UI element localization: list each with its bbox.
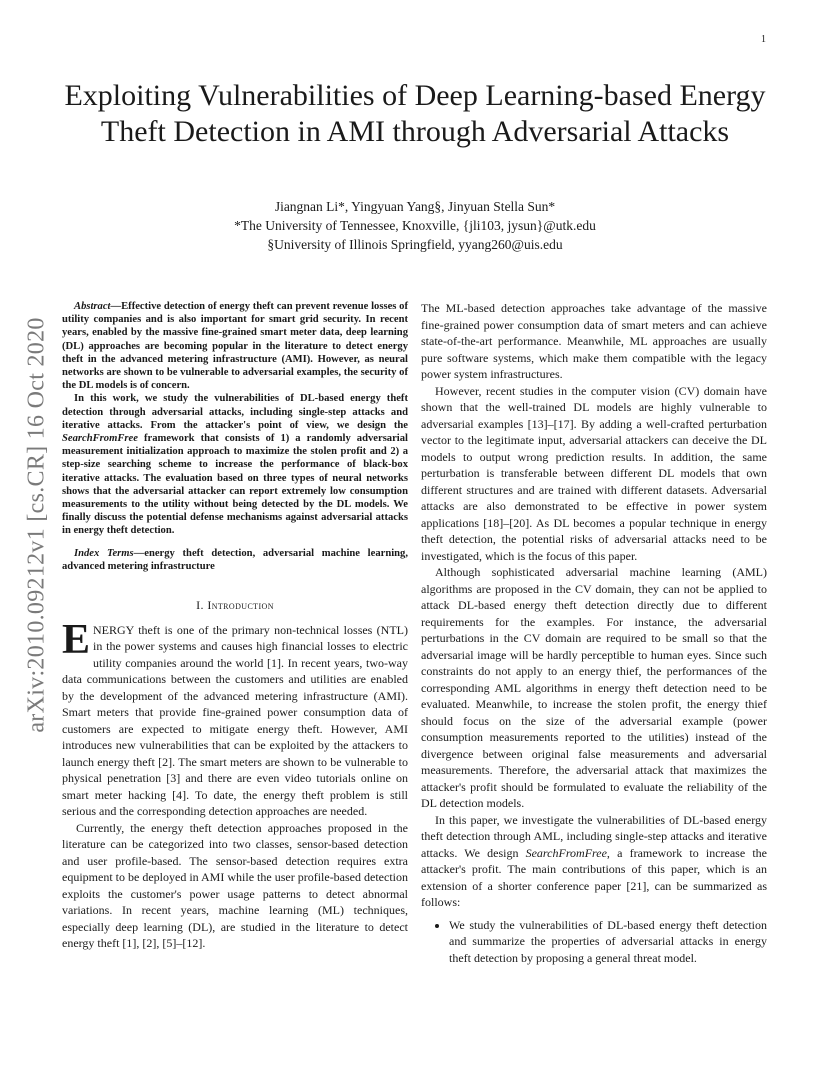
- intro-paragraph-3: The ML-based detection approaches take advantage of the massive fine-grained power consumption data of smart meters and can achieve state-of-the-art performance. Meanwhile, ML approaches are usually pure software systems, which make them compatible with the legacy power system infrastructures.: [421, 301, 767, 381]
- section-title: Introduction: [207, 598, 274, 613]
- intro-paragraph-5: Although sophisticated adversarial machine learning (AML) algorithms are proposed in the CV domain, they can not be applied to attack DL-based energy theft detection directly due to different requirements for the examples. For instance, the adversarial perturbations in the CV domain are required to be small so that the adversarial image will be hardly perceptible to human eyes. Since such constraints do not apply to an energy thief, the performances of the corresponding AML algorithms in energy theft detection need to be evaluated. Meanwhile, to increase the stolen profit, the energy thief should focus on the size of the adversarial example (power consumption measurements reported to the utilities) instead of the divergence between original false measurements and adversarial measurements. Therefore, the adversarial attack that maximizes the attacker's profit should be formulated to evaluate the reliability of the DL detection models.: [421, 565, 767, 810]
- abstract-paragraph-1: [62, 300, 408, 392]
- intro-lead-word: NERGY: [93, 622, 134, 637]
- intro-paragraph-6: [421, 812, 767, 911]
- framework-name: SearchFromFree: [62, 433, 138, 445]
- contribution-item: • We study the vulnerabilities of DL-based energy theft detection and summarize the properties of adversarial attacks in energy theft detection by proposing a general threat model.: [449, 917, 767, 967]
- right-column: [421, 300, 767, 966]
- paper-title: Exploiting Vulnerabilities of Deep Learning-based Energy Theft Detection in AMI through Adversarial Attacks: [64, 79, 766, 148]
- intro-paragraph-4: However, recent studies in the computer vision (CV) domain have shown that the well-trained DL models are highly vulnerable to adversarial examples [13]–[17]. By adding a well-crafted perturbation vector to the legitimate input, adversarial attackers can deceive the DL models to output wrong prediction results. In addition, the same perturbation is transferable between different DL models that own different structures and are trained with different datasets. Adversarial attacks are also demonstrated to be effective in power system applications [18]–[20]. As DL becomes a popular technique in energy theft detection, the potential risks of adversarial attacks need to be investigated, which is the focus of this paper.: [421, 383, 767, 563]
- intro-text-6b: , a framework to increase the attacker's profit. The main contributions of this paper, which is an extension of a shorter conference paper [21], can be summarized as follows:: [421, 845, 767, 909]
- section-numeral: I.: [196, 598, 208, 613]
- framework-name-2: SearchFromFree: [525, 845, 607, 860]
- intro-text-1: theft is one of the primary non-technical losses (NTL) in the power systems and causes high financial losses to electric utility companies around the world [1]. In recent years, two-way data communications between the customers and utilities are enabled by the development of the advanced metering infrastructure (AMI). Smart meters that provide fine-grained power consumption data of customers are expected to mitigate energy theft. However, AMI introduces new vulnerabilities that can be exploited by the attackers to launch energy theft [2]. The smart meters are shown to be vulnerable to physical penetration [3] and there are even video tutorials online on smart meter hacking [4]. To date, the energy theft problem is still serious and the corresponding detection approaches are needed.: [62, 622, 408, 819]
- index-terms-label: Index Terms: [74, 547, 134, 559]
- affiliation-2: §University of Illinois Springfield, yyang260@uis.edu: [267, 237, 563, 252]
- drop-cap: E: [62, 616, 91, 663]
- index-terms-text: —energy theft detection, adversarial machine learning, advanced metering infrastructure: [62, 547, 408, 572]
- abstract-paragraph-2: [62, 392, 408, 537]
- author-block: [60, 197, 770, 254]
- abstract-text-2a: In this work, we study the vulnerabilities of DL-based energy theft detection through adversarial attacks, including single-step attacks and iterative attacks. From the attacker's point of view, we design the: [62, 393, 408, 431]
- intro-text-6a: In this paper, we investigate the vulnerabilities of DL-based energy theft detection through AML, including single-step attacks and iterative attacks. We design: [421, 812, 767, 860]
- abstract-label: Abstract: [74, 301, 111, 312]
- arxiv-identifier: [22, 290, 52, 760]
- affiliation-1: *The University of Tennessee, Knoxville, {jli103, jysun}@utk.edu: [234, 218, 596, 233]
- contribution-list: [421, 917, 767, 967]
- author-names: Jiangnan Li*, Yingyuan Yang§, Jinyuan Stella Sun*: [274, 199, 556, 214]
- abstract-text-1: —Effective detection of energy theft can prevent revenue losses of utility companies and is also important for smart grid security. In recent years, enabled by the massive fine-grained smart meter data, deep learning (DL) approaches are becoming popular in the literature to detect energy theft in the advanced metering infrastructure (AMI). However, as neural networks are shown to be vulnerable to adversarial examples, the security of the DL models is of concern.: [62, 301, 408, 392]
- abstract-text-2b: framework that consists of 1) a randomly adversarial measurement initialization approach to maximize the stolen profit and 2) a step-size searching scheme to increase the performance of black-box iterative attacks. The evaluation based on three types of neural networks shows that the adversarial attacker can report extremely low consumption measurements to the utility without being detected by the DL models. We finally discuss the potential defense mechanisms against adversarial attacks in energy theft detection.: [62, 433, 408, 537]
- abstract: [62, 300, 408, 538]
- intro-paragraph-1: [62, 616, 408, 820]
- left-column: [62, 300, 408, 952]
- page-number: 1: [761, 34, 766, 45]
- intro-paragraph-2: Currently, the energy theft detection approaches proposed in the literature can be categorized into two classes, sensor-based detection and user profile-based. The sensor-based detection requires extra equipment to be deployed in AMI while the user profile-based detection exploits the customer's power usage patterns to detect abnormal variations. In recent years, machine learning (ML) techniques, especially deep learning (DL), are studied in the literature to detect energy theft [1], [2], [5]–[12].: [62, 820, 408, 951]
- arxiv-identifier-text: arXiv:2010.09212v1 [cs.CR] 16 Oct 2020: [23, 317, 50, 733]
- section-heading-introduction: [62, 597, 408, 614]
- index-terms: [62, 547, 408, 573]
